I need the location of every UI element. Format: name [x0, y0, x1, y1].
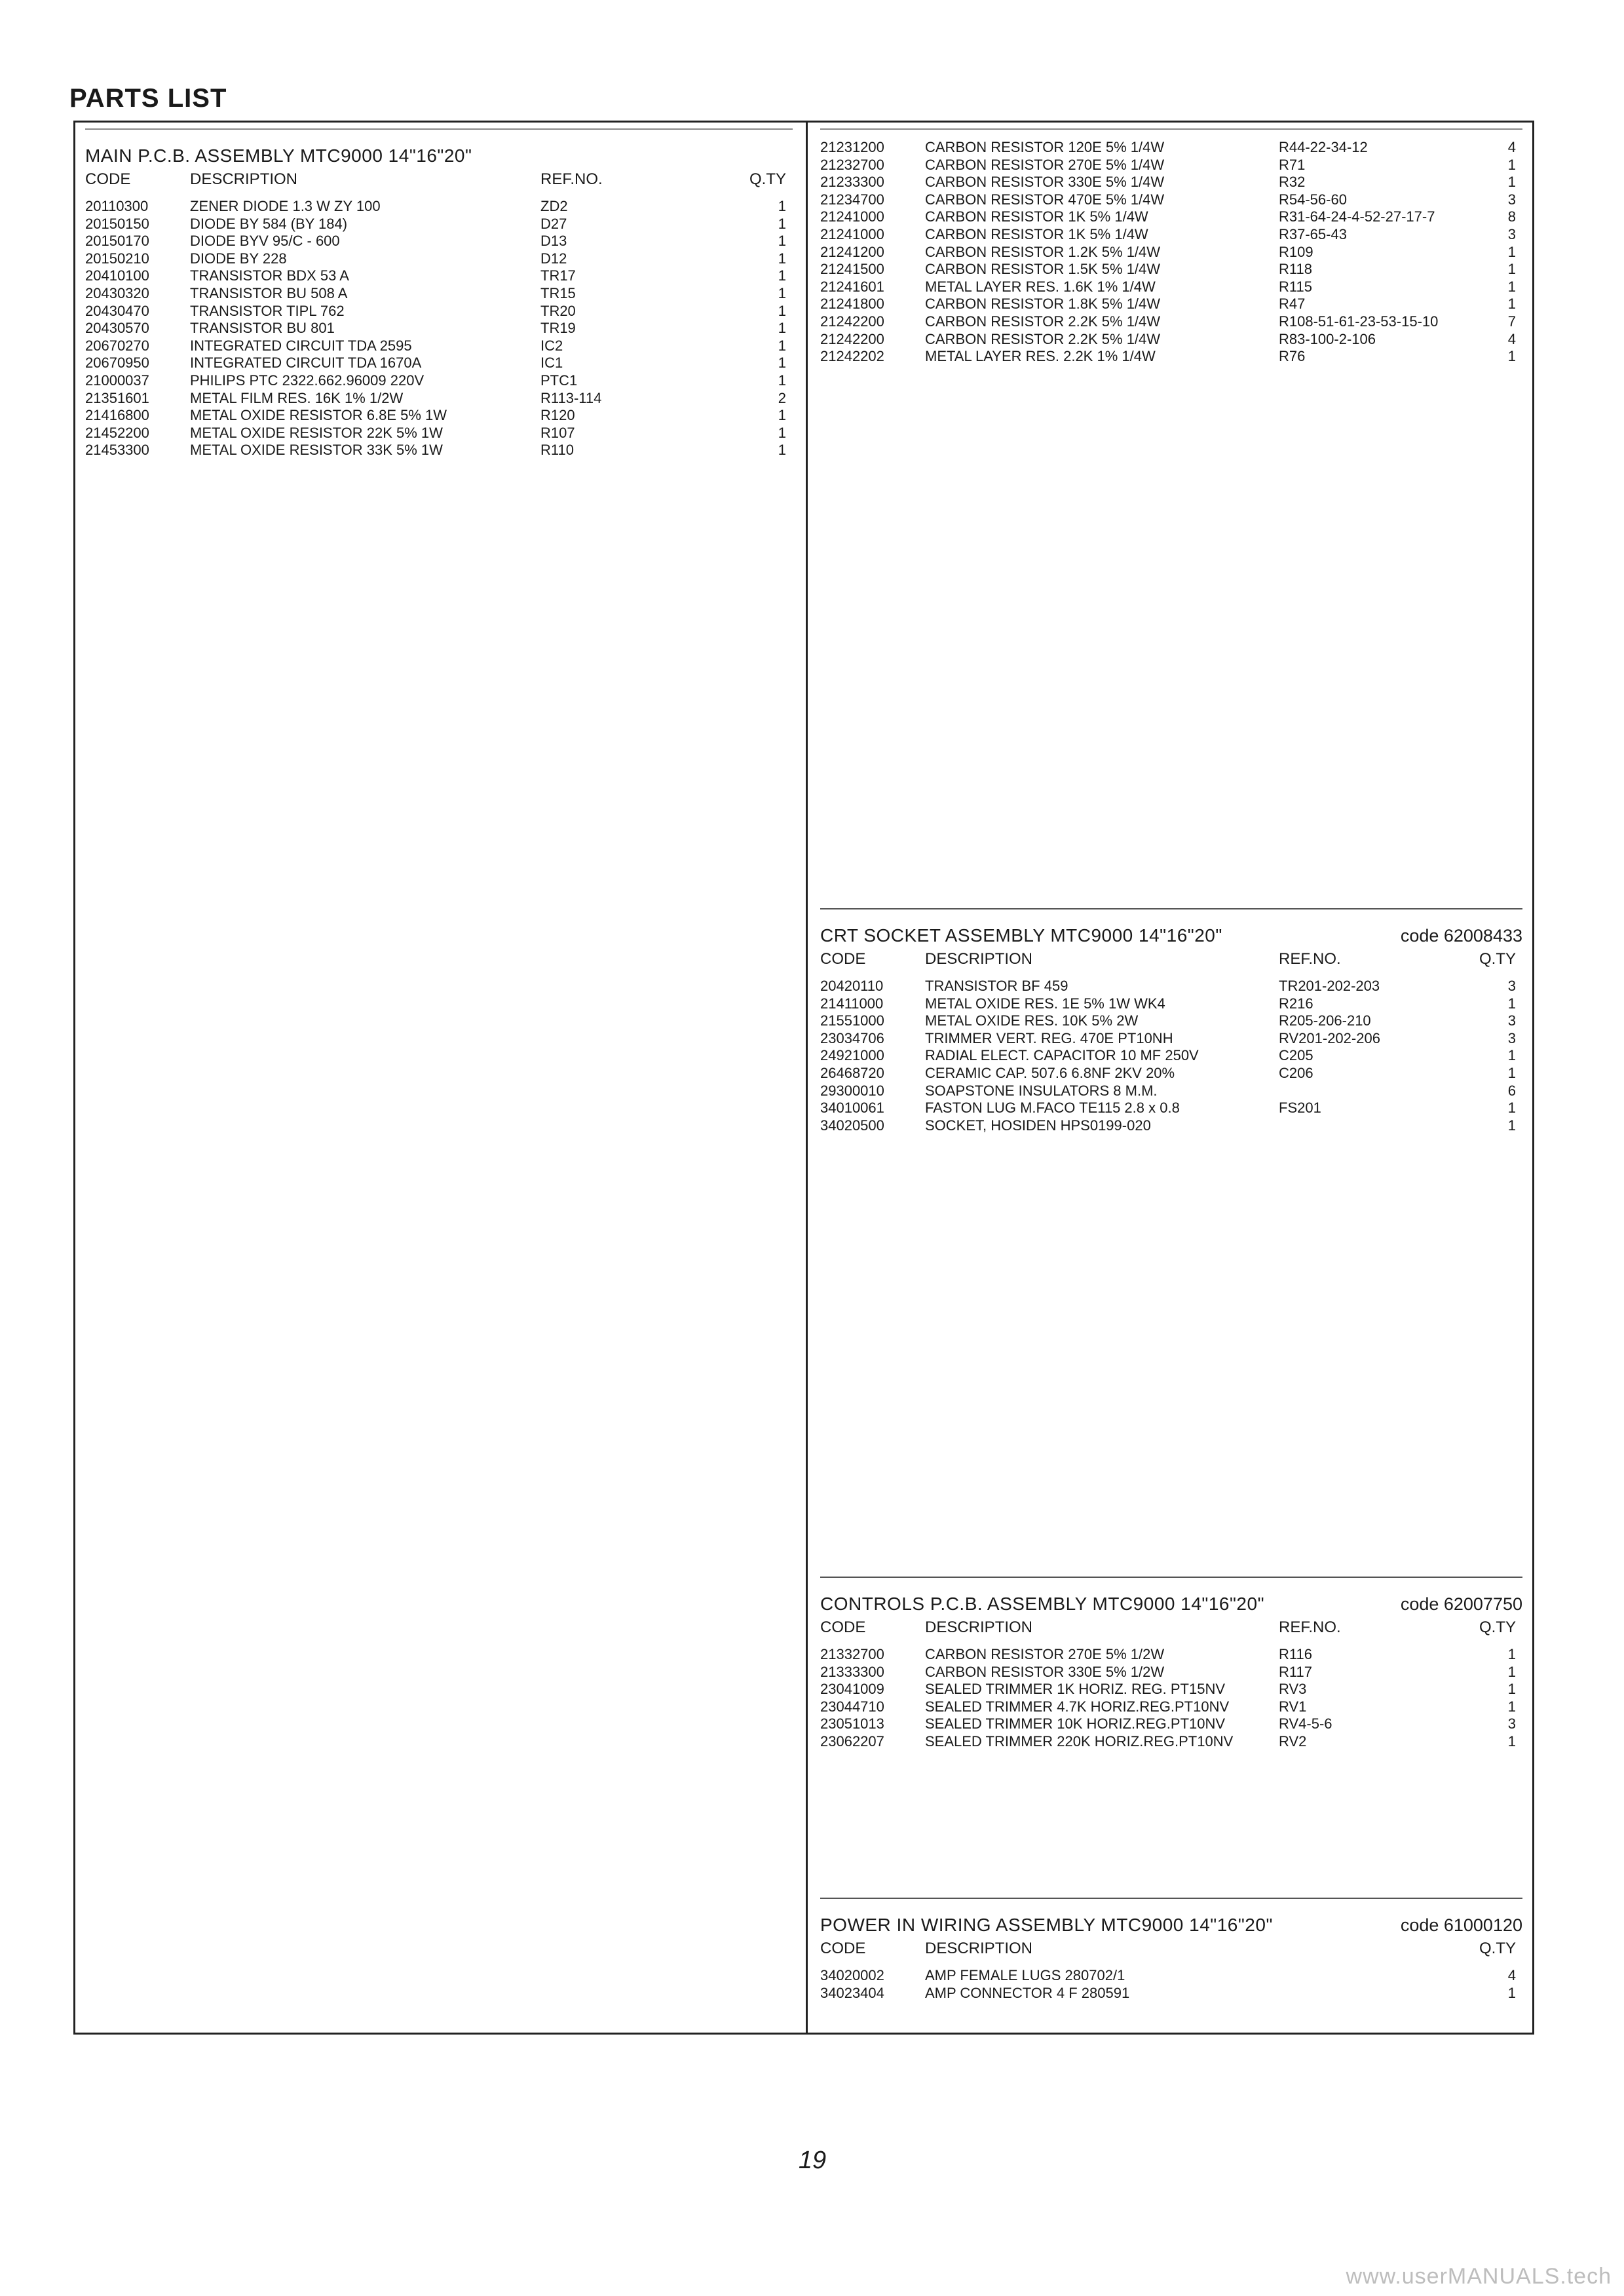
part-quantity: 1 [1507, 174, 1516, 191]
part-quantity: 1 [778, 424, 786, 441]
main-pcb-section [85, 128, 793, 2022]
column-header-description: DESCRIPTION [925, 1940, 1033, 1957]
part-ref-no: R31-64-24-4-52-27-17-7 [1279, 208, 1435, 225]
part-code: 20670270 [85, 337, 149, 354]
part-description: DIODE BYV 95/C - 600 [190, 233, 340, 250]
part-description: CARBON RESISTOR 1K 5% 1/4W [925, 208, 1148, 225]
part-ref-no: R108-51-61-23-53-15-10 [1279, 313, 1439, 330]
table-row [85, 354, 793, 372]
table-row [820, 348, 1522, 366]
part-code: 34023404 [820, 1984, 884, 2001]
part-ref-no: R115 [1279, 278, 1312, 295]
part-code: 21452200 [85, 424, 149, 441]
table-row [85, 337, 793, 355]
parts-table [820, 978, 1522, 1134]
part-ref-no: RV1 [1279, 1698, 1307, 1715]
part-ref-no: R113-114 [540, 389, 602, 406]
part-ref-no: D13 [540, 233, 567, 250]
section-header [85, 130, 793, 166]
column-headers [820, 950, 1522, 978]
part-description: AMP CONNECTOR 4 F 280591 [925, 1984, 1130, 2001]
column-header-qty: Q.TY [1479, 950, 1516, 968]
table-row [820, 1030, 1522, 1048]
part-quantity: 1 [778, 198, 786, 214]
table-row [820, 1117, 1522, 1135]
part-quantity: 1 [1507, 1117, 1516, 1134]
part-description: INTEGRATED CIRCUIT TDA 2595 [190, 337, 412, 354]
part-ref-no: FS201 [1279, 1100, 1321, 1117]
part-ref-no [1279, 1985, 1462, 2002]
part-code: 21351601 [85, 389, 149, 406]
column-header-ref: REF.NO. [1279, 950, 1341, 968]
part-quantity: 6 [1507, 1082, 1516, 1099]
column-header-description: DESCRIPTION [925, 950, 1033, 968]
part-ref-no: TR17 [540, 267, 576, 284]
right-column [820, 128, 1522, 2022]
part-code: 23041009 [820, 1681, 884, 1698]
part-quantity: 1 [778, 233, 786, 250]
controls-pcb-section [820, 1577, 1522, 1886]
part-code: 21232700 [820, 156, 884, 173]
part-code: 21231200 [820, 139, 884, 155]
part-ref-no: R118 [1279, 261, 1312, 278]
table-row [85, 250, 793, 268]
part-ref-no: RV201-202-206 [1279, 1029, 1380, 1046]
part-ref-no: R110 [540, 442, 574, 459]
part-description: TRANSISTOR BU 801 [190, 320, 335, 337]
table-row [820, 278, 1522, 296]
part-description: TRIMMER VERT. REG. 470E PT10NH [925, 1029, 1173, 1046]
part-code: 21241200 [820, 243, 884, 260]
column-divider [806, 121, 808, 2035]
table-row [820, 226, 1522, 244]
table-row [820, 1715, 1522, 1733]
part-description: RADIAL ELECT. CAPACITOR 10 MF 250V [925, 1047, 1199, 1064]
parts-table [820, 1967, 1522, 2002]
part-code: 21416800 [85, 407, 149, 424]
column-header-ref: REF.NO. [1279, 1618, 1341, 1636]
part-quantity: 1 [1507, 1732, 1516, 1750]
part-ref-no: R47 [1279, 296, 1306, 313]
parts-table [820, 130, 1522, 366]
table-row [820, 1047, 1522, 1065]
part-description: CARBON RESISTOR 2.2K 5% 1/4W [925, 330, 1161, 347]
parts-table [85, 198, 793, 459]
part-quantity: 3 [1507, 978, 1516, 994]
table-row [85, 267, 793, 285]
part-quantity: 4 [1507, 1967, 1516, 1983]
column-header-ref [1279, 1940, 1462, 1958]
part-code: 21242200 [820, 313, 884, 330]
part-description: CERAMIC CAP. 507.6 6.8NF 2KV 20% [925, 1064, 1175, 1081]
part-quantity: 1 [778, 215, 786, 232]
column-header-qty: Q.TY [749, 170, 786, 188]
part-ref-no: R44-22-34-12 [1279, 139, 1368, 155]
part-description: METAL LAYER RES. 1.6K 1% 1/4W [925, 278, 1156, 295]
part-quantity: 1 [1507, 1064, 1516, 1081]
part-code: 20410100 [85, 267, 149, 284]
part-description: METAL OXIDE RESISTOR 6.8E 5% 1W [190, 407, 447, 424]
part-ref-no: IC1 [540, 354, 563, 372]
column-header-qty: Q.TY [1479, 1940, 1516, 1957]
parts-table [820, 1646, 1522, 1751]
part-quantity: 1 [778, 337, 786, 354]
part-quantity: 1 [1507, 296, 1516, 313]
part-code: 21453300 [85, 442, 149, 459]
part-code: 21332700 [820, 1646, 884, 1662]
table-row [820, 296, 1522, 313]
part-description: CARBON RESISTOR 1.8K 5% 1/4W [925, 296, 1161, 313]
part-quantity: 4 [1507, 139, 1516, 155]
table-row [820, 1065, 1522, 1082]
column-header-description: DESCRIPTION [925, 1618, 1033, 1636]
part-ref-no: R76 [1279, 348, 1306, 365]
part-code: 20150170 [85, 233, 149, 250]
part-code: 24921000 [820, 1047, 884, 1064]
part-description: SOCKET, HOSIDEN HPS0199-020 [925, 1117, 1151, 1134]
column-headers [85, 170, 793, 198]
column-header-code: CODE [820, 1940, 866, 1957]
part-code: 23044710 [820, 1698, 884, 1715]
part-code: 20420110 [820, 978, 884, 994]
part-description: SOAPSTONE INSULATORS 8 M.M. [925, 1082, 1158, 1099]
part-ref-no: R32 [1279, 174, 1306, 191]
table-row [820, 313, 1522, 331]
part-ref-no: TR15 [540, 284, 576, 301]
part-code: 20430470 [85, 302, 149, 319]
part-quantity: 3 [1507, 1012, 1516, 1029]
table-row [820, 1100, 1522, 1117]
part-ref-no: R109 [1279, 243, 1313, 260]
column-headers [820, 1618, 1522, 1646]
part-description: CARBON RESISTOR 120E 5% 1/4W [925, 139, 1165, 155]
part-quantity: 1 [778, 267, 786, 284]
part-description: CARBON RESISTOR 270E 5% 1/4W [925, 156, 1165, 173]
part-quantity: 1 [778, 320, 786, 337]
part-ref-no: TR201-202-203 [1279, 978, 1380, 994]
part-code: 20670950 [85, 354, 149, 372]
part-code: 20150210 [85, 250, 149, 267]
part-ref-no: PTC1 [540, 372, 578, 389]
section-title: CONTROLS P.C.B. ASSEMBLY MTC9000 14"16"20" [820, 1594, 1265, 1614]
part-code: 26468720 [820, 1064, 884, 1081]
part-description: CARBON RESISTOR 330E 5% 1/4W [925, 174, 1165, 191]
part-ref-no [1279, 1967, 1462, 1985]
column-header-description: DESCRIPTION [190, 170, 298, 188]
table-row [85, 390, 793, 408]
section-title: CRT SOCKET ASSEMBLY MTC9000 14"16"20" [820, 925, 1222, 946]
table-row [85, 285, 793, 303]
crt-socket-section [820, 908, 1522, 1565]
section-code: code 62008433 [1400, 926, 1522, 946]
part-description: METAL OXIDE RESISTOR 33K 5% 1W [190, 442, 443, 459]
part-code: 21551000 [820, 1012, 884, 1029]
part-quantity: 1 [778, 372, 786, 389]
part-ref-no: RV2 [1279, 1732, 1307, 1750]
section-header [820, 1578, 1522, 1615]
part-quantity: 3 [1507, 191, 1516, 208]
table-row [85, 320, 793, 337]
table-row [85, 233, 793, 250]
column-header-code: CODE [820, 1618, 866, 1636]
part-ref-no [1279, 1082, 1462, 1100]
part-description: CARBON RESISTOR 470E 5% 1/4W [925, 191, 1165, 208]
column-header-code: CODE [820, 950, 866, 968]
part-quantity: 1 [1507, 261, 1516, 278]
part-quantity: 4 [1507, 330, 1516, 347]
left-column [85, 128, 793, 2022]
part-description: SEALED TRIMMER 10K HORIZ.REG.PT10NV [925, 1715, 1226, 1732]
part-description: PHILIPS PTC 2322.662.96009 220V [190, 372, 425, 389]
table-row [820, 1967, 1522, 1985]
part-code: 21241000 [820, 225, 884, 242]
part-quantity: 3 [1507, 1029, 1516, 1046]
table-row [85, 425, 793, 442]
part-ref-no: R83-100-2-106 [1279, 330, 1376, 347]
part-quantity: 1 [1507, 348, 1516, 365]
part-quantity: 1 [778, 354, 786, 372]
part-description: CARBON RESISTOR 1.2K 5% 1/4W [925, 243, 1161, 260]
part-quantity: 1 [1507, 1100, 1516, 1117]
part-description: DIODE BY 584 (BY 184) [190, 215, 348, 232]
table-row [85, 407, 793, 425]
table-row [820, 1082, 1522, 1100]
part-code: 21234700 [820, 191, 884, 208]
part-code: 21233300 [820, 174, 884, 191]
part-description: CARBON RESISTOR 2.2K 5% 1/4W [925, 313, 1161, 330]
part-quantity: 1 [1507, 1698, 1516, 1715]
part-quantity: 3 [1507, 1715, 1516, 1732]
column-header-qty: Q.TY [1479, 1618, 1516, 1636]
table-row [820, 1646, 1522, 1664]
table-row [85, 216, 793, 233]
table-row [820, 174, 1522, 191]
part-quantity: 7 [1507, 313, 1516, 330]
part-quantity: 1 [1507, 1984, 1516, 2001]
part-ref-no: R71 [1279, 156, 1306, 173]
part-ref-no: C206 [1279, 1064, 1313, 1081]
part-ref-no: R54-56-60 [1279, 191, 1347, 208]
part-code: 21242202 [820, 348, 884, 365]
footer-mark: www.userMANUALS.tech [1346, 2264, 1612, 2289]
part-quantity: 1 [1507, 1663, 1516, 1680]
part-code: 21241800 [820, 296, 884, 313]
column-header-code: CODE [85, 170, 131, 188]
table-row [820, 1664, 1522, 1681]
part-ref-no: R216 [1279, 995, 1313, 1012]
part-code: 23051013 [820, 1715, 884, 1732]
part-description: CARBON RESISTOR 1K 5% 1/4W [925, 225, 1148, 242]
table-row [85, 303, 793, 320]
table-row [820, 1698, 1522, 1716]
part-description: CARBON RESISTOR 330E 5% 1/2W [925, 1663, 1165, 1680]
part-ref-no: R107 [540, 424, 575, 441]
page-number: 19 [798, 2147, 827, 2174]
column-header-ref: REF.NO. [540, 170, 603, 188]
part-description: SEALED TRIMMER 1K HORIZ. REG. PT15NV [925, 1681, 1226, 1698]
part-description: CARBON RESISTOR 270E 5% 1/2W [925, 1646, 1165, 1662]
table-row [820, 1985, 1522, 2002]
part-code: 23034706 [820, 1029, 884, 1046]
part-ref-no: ZD2 [540, 198, 568, 214]
table-row [820, 995, 1522, 1013]
part-ref-no [1279, 1117, 1462, 1135]
part-quantity: 1 [778, 407, 786, 424]
part-description: METAL LAYER RES. 2.2K 1% 1/4W [925, 348, 1156, 365]
part-code: 21000037 [85, 372, 149, 389]
part-code: 29300010 [820, 1082, 884, 1099]
section-header [820, 909, 1522, 946]
part-ref-no: RV4-5-6 [1279, 1715, 1332, 1732]
part-code: 20150150 [85, 215, 149, 232]
part-description: FASTON LUG M.FACO TE115 2.8 x 0.8 [925, 1100, 1180, 1117]
table-row [820, 191, 1522, 209]
part-description: TRANSISTOR TIPL 762 [190, 302, 345, 319]
part-description: CARBON RESISTOR 1.5K 5% 1/4W [925, 261, 1161, 278]
part-ref-no: IC2 [540, 337, 563, 354]
part-quantity: 1 [778, 442, 786, 459]
part-description: AMP FEMALE LUGS 280702/1 [925, 1967, 1125, 1983]
table-row [820, 244, 1522, 261]
part-code: 20430320 [85, 284, 149, 301]
table-row [820, 261, 1522, 278]
part-quantity: 1 [1507, 995, 1516, 1012]
part-quantity: 2 [778, 389, 786, 406]
power-wiring-section [820, 1898, 1522, 2022]
part-code: 21333300 [820, 1663, 884, 1680]
part-code: 21242200 [820, 330, 884, 347]
part-code: 34020002 [820, 1967, 884, 1983]
table-row [85, 198, 793, 216]
part-quantity: 1 [778, 250, 786, 267]
part-code: 20110300 [85, 198, 149, 214]
section-title: MAIN P.C.B. ASSEMBLY MTC9000 14"16"20" [85, 145, 472, 166]
table-row [820, 1681, 1522, 1698]
part-quantity: 8 [1507, 208, 1516, 225]
part-description: TRANSISTOR BF 459 [925, 978, 1068, 994]
part-quantity: 1 [1507, 1047, 1516, 1064]
table-row [85, 442, 793, 459]
part-quantity: 1 [778, 302, 786, 319]
part-ref-no: D27 [540, 215, 567, 232]
part-ref-no: R117 [1279, 1663, 1312, 1680]
section-header [820, 1899, 1522, 1936]
section-code: code 62007750 [1400, 1594, 1522, 1614]
part-quantity: 1 [1507, 1681, 1516, 1698]
part-quantity: 1 [1507, 243, 1516, 260]
part-description: METAL FILM RES. 16K 1% 1/2W [190, 389, 404, 406]
section-title: POWER IN WIRING ASSEMBLY MTC9000 14"16"20" [820, 1915, 1273, 1935]
part-ref-no: TR19 [540, 320, 576, 337]
main-pcb-continued-section [820, 128, 1522, 903]
table-row [820, 1733, 1522, 1751]
table-row [820, 208, 1522, 226]
part-ref-no: TR20 [540, 302, 576, 319]
column-headers [820, 1940, 1522, 1967]
table-row [820, 331, 1522, 349]
part-code: 21411000 [820, 995, 884, 1012]
table-row [820, 978, 1522, 995]
part-description: INTEGRATED CIRCUIT TDA 1670A [190, 354, 422, 372]
table-row [820, 1012, 1522, 1030]
part-ref-no: R116 [1279, 1646, 1312, 1662]
part-description: SEALED TRIMMER 220K HORIZ.REG.PT10NV [925, 1732, 1234, 1750]
part-description: DIODE BY 228 [190, 250, 287, 267]
part-quantity: 3 [1507, 225, 1516, 242]
part-ref-no: R37-65-43 [1279, 225, 1347, 242]
part-description: TRANSISTOR BU 508 A [190, 284, 348, 301]
part-code: 23062207 [820, 1732, 884, 1750]
part-code: 21241500 [820, 261, 884, 278]
part-quantity: 1 [1507, 156, 1516, 173]
part-code: 34020500 [820, 1117, 884, 1134]
section-code: code 61000120 [1400, 1915, 1522, 1935]
part-code: 21241601 [820, 278, 884, 295]
part-description: TRANSISTOR BDX 53 A [190, 267, 349, 284]
part-code: 21241000 [820, 208, 884, 225]
table-row [85, 372, 793, 390]
part-description: ZENER DIODE 1.3 W ZY 100 [190, 198, 381, 214]
part-ref-no: R205-206-210 [1279, 1012, 1371, 1029]
part-ref-no: R120 [540, 407, 575, 424]
table-row [820, 139, 1522, 157]
part-description: METAL OXIDE RESISTOR 22K 5% 1W [190, 424, 443, 441]
part-ref-no: D12 [540, 250, 567, 267]
part-ref-no: C205 [1279, 1047, 1313, 1064]
part-quantity: 1 [1507, 278, 1516, 295]
table-row [820, 157, 1522, 174]
part-quantity: 1 [778, 284, 786, 301]
part-code: 20430570 [85, 320, 149, 337]
part-quantity: 1 [1507, 1646, 1516, 1662]
part-ref-no: RV3 [1279, 1681, 1307, 1698]
part-description: METAL OXIDE RES. 1E 5% 1W WK4 [925, 995, 1165, 1012]
part-description: METAL OXIDE RES. 10K 5% 2W [925, 1012, 1139, 1029]
part-description: SEALED TRIMMER 4.7K HORIZ.REG.PT10NV [925, 1698, 1230, 1715]
part-code: 34010061 [820, 1100, 884, 1117]
page-title: PARTS LIST [69, 84, 227, 113]
